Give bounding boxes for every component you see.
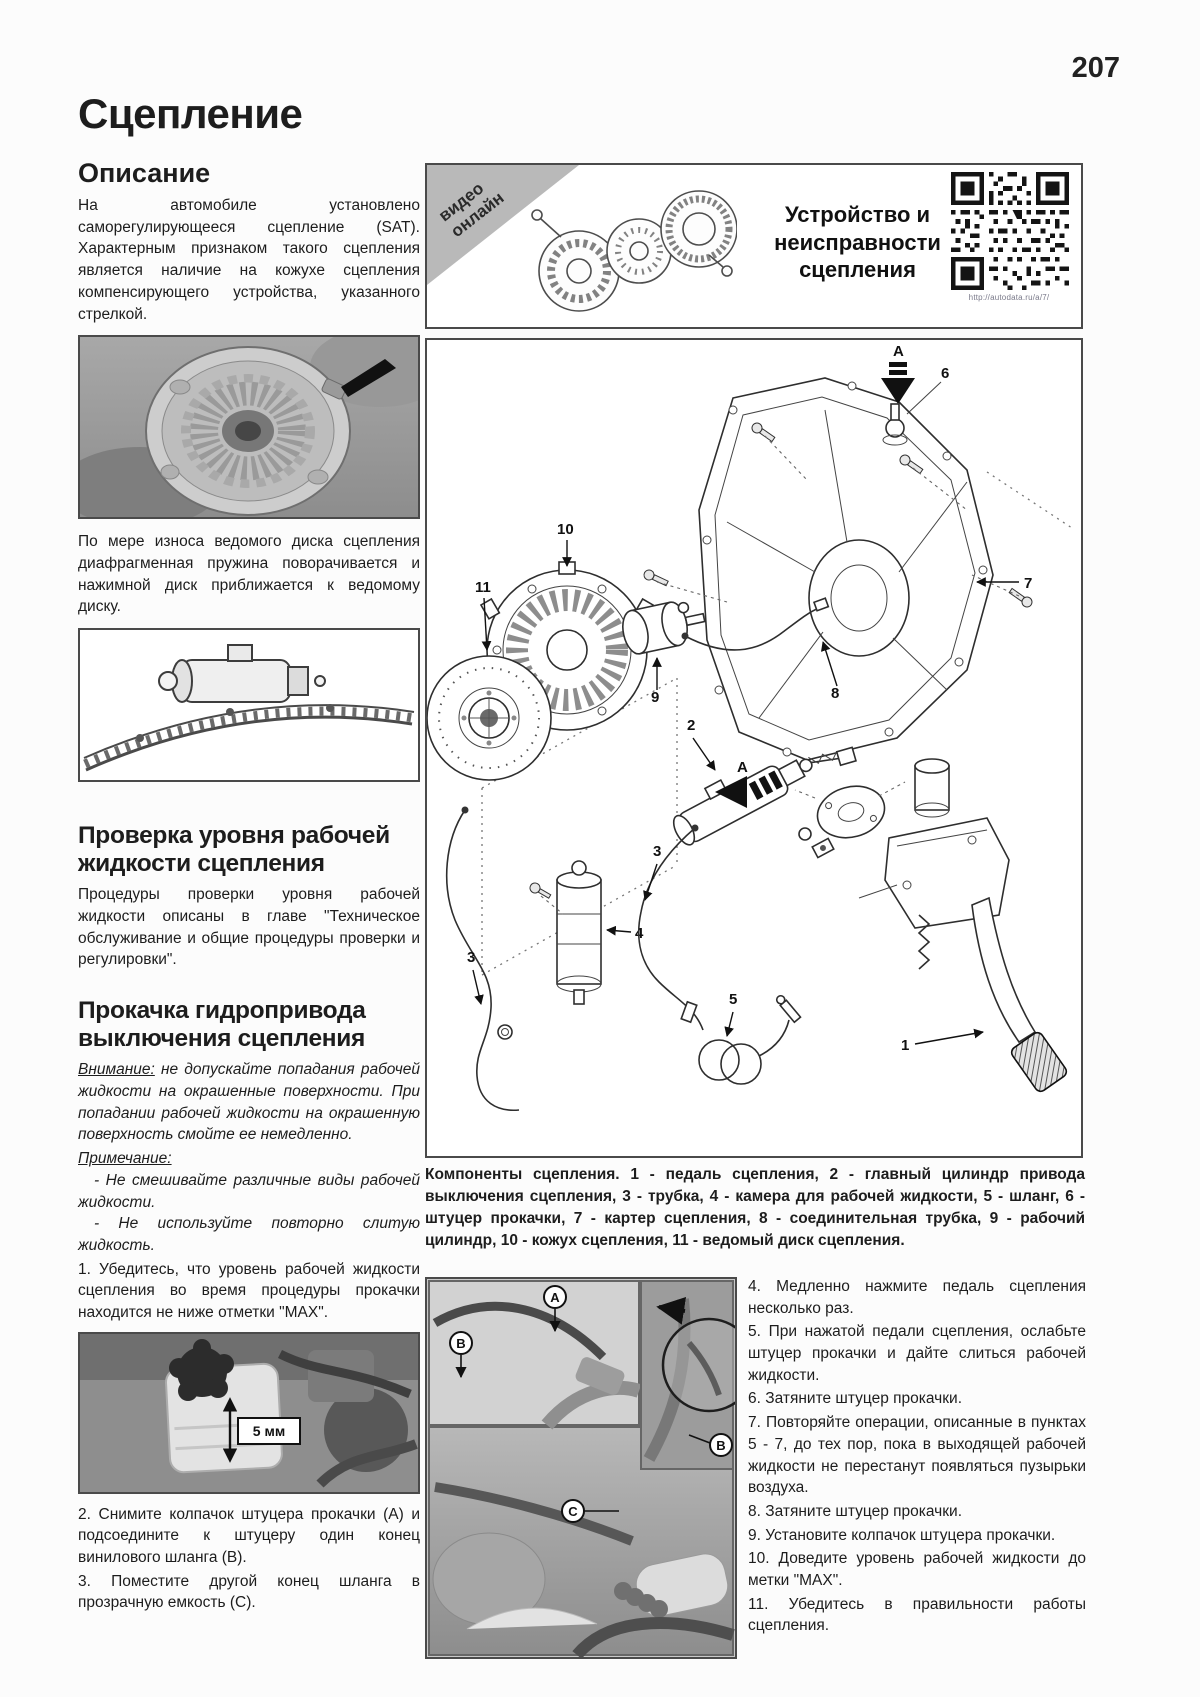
section-level-check-heading: Проверка уровня рабочей жидкости сцепления [78,821,390,877]
pipe-left [447,810,519,1110]
description-paragraph-1: На автомобиле установлено саморегулирующееся сцепление (SAT). Характерным признаком такого сцепления является наличие на кожухе сцепления компенсирующего устройства, указанного стрелкой. [78,197,420,323]
note-item-1: - Не смешивайте различные виды рабочей жидкости. [78,1171,420,1211]
clutch-parts-art [527,167,737,325]
left-column [78,92,420,1616]
clutch-components-diagram [425,338,1083,1158]
video-banner-title: Устройство и неисправности сцепления [774,202,941,282]
diagram-label-a-mid: A [737,759,748,776]
chamber-bolt [528,881,552,901]
diagram-label-9: 9 [651,689,660,706]
step-4: 4. Медленно нажмите педаль сцепления несколько раз. [748,1278,1086,1317]
fluid-chamber [557,861,601,1004]
clutch-cover-photo-drawing [80,337,418,517]
page-number: 207 [1071,52,1120,84]
step-11: 11. Убедитесь в правильности работы сцепления. [748,1595,1086,1635]
gasket [812,779,891,845]
mm-label-text: 5 мм [252,1422,286,1439]
bleeding-photo-collage [425,1277,737,1659]
step-6: 6. Затяните штуцер прокачки. [748,1390,963,1408]
step-8: 8. Затяните штуцер прокачки. [748,1502,963,1520]
hex-nut [498,1025,512,1039]
driven-disc [427,656,551,780]
measure-label [238,1418,300,1444]
master-cylinder-drawing [80,630,418,780]
master-cylinder-line-art [78,628,420,782]
level-check-paragraph: Процедуры проверки уровня рабочей жидкости описаны в главе "Техническое обслуживание и общие процедуры проверки и регулировки". [78,886,420,969]
diagram-label-4: 4 [635,925,644,942]
step-9: 9. Установите колпачок штуцера прокачки. [748,1526,1056,1544]
diagram-label-3b: 3 [467,949,476,966]
diagram-label-2: 2 [687,717,696,734]
qr-url: http://autodata.ru/a/7/ [968,293,1050,302]
diagram-label-8: 8 [831,685,840,702]
reservoir-photo [78,1332,420,1494]
diagram-label-6: 6 [941,365,950,382]
diagram-caption: Компоненты сцепления. 1 - педаль сцепления, 2 - главный цилиндр привода выключения сцепления, 3 - трубка, 4 - камера для рабочей жидкости, 5 - шланг, 6 - штуцер прокачки, 7 - картер сцепления, 8 - соединительная трубка, 9 - рабочий цилиндр, 10 - кожух сцепления, 11 - ведомый диск сцепления. [425,1166,1085,1249]
bleeding-warning [78,1059,420,1146]
video-ribbon-text: видео онлайн [434,178,508,242]
diagram-label-10: 10 [557,521,574,538]
svg-text:A: A [550,1290,560,1305]
svg-text:C: C [568,1504,578,1519]
video-banner [425,163,1083,329]
clutch-exploded-drawing [427,340,1081,1156]
diagram-label-a-top: A [893,343,904,360]
reservoir-photo-drawing [80,1334,418,1492]
bleeding-step-1: 1. Убедитесь, что уровень рабочей жидкости сцепления во время процедуры прокачки находится не ниже отметки "MAX". [78,1260,420,1321]
warning-text: не допускайте попадания рабочей жидкости на окрашенные поверхности. При попадании рабочей жидкости на окрашенную поверхность смойте ее немедленно. [78,1061,420,1144]
note-label: Примечание: [78,1150,172,1168]
warning-label: Внимание: [78,1061,155,1079]
pressure-plate [146,347,350,515]
step-5: 5. При нажатой педали сцепления, ослабьте штуцер прокачки и дайте слиться рабочей жидкости. [748,1323,1086,1384]
bell-housing [699,378,993,760]
diagram-label-5: 5 [729,991,738,1008]
bleeding-step-2: 2. Снимите колпачок штуцера прокачки (А) и подсоедините к штуцеру один конец винилового шланга (В). [78,1505,420,1567]
section-description-heading: Описание [78,158,211,189]
svg-text:B: B [716,1438,726,1453]
diagram-label-11: 11 [475,579,491,596]
diagram-label-3a: 3 [653,843,662,860]
step-7: 7. Повторяйте операции, описанные в пунктах 5 - 7, до тех пор, пока в выходящей рабочей жидкости не перестанут появляться пузырьки воздуха. [748,1414,1086,1497]
procedure-steps [748,1276,1086,1639]
step-10: 10. Доведите уровень рабочей жидкости до метки "MAX". [748,1550,1086,1589]
description-paragraph-2: По мере износа ведомого диска сцепления диафрагменная пружина поворачивается и нажимной диск приближается к ведомому диску. [78,533,420,616]
qr-code [951,172,1069,290]
diagram-label-7: 7 [1024,575,1033,592]
pipe-right [639,828,703,1030]
svg-text:B: B [456,1336,466,1351]
direction-a-top [881,343,915,404]
hose [681,994,800,1084]
bleeding-step-3: 3. Поместите другой конец шланга в прозрачную емкость (С). [78,1572,420,1612]
collage-drawing [427,1279,735,1657]
diagram-label-1: 1 [901,1037,910,1054]
pedal-assembly [859,759,1069,1094]
page-title: Сцепление [78,90,303,137]
clutch-cover-photo [78,335,420,519]
note-item-2: - Не используйте повторно слитую жидкость. [78,1215,420,1254]
section-bleeding-heading: Прокачка гидропривода выключения сцепления [78,997,366,1052]
